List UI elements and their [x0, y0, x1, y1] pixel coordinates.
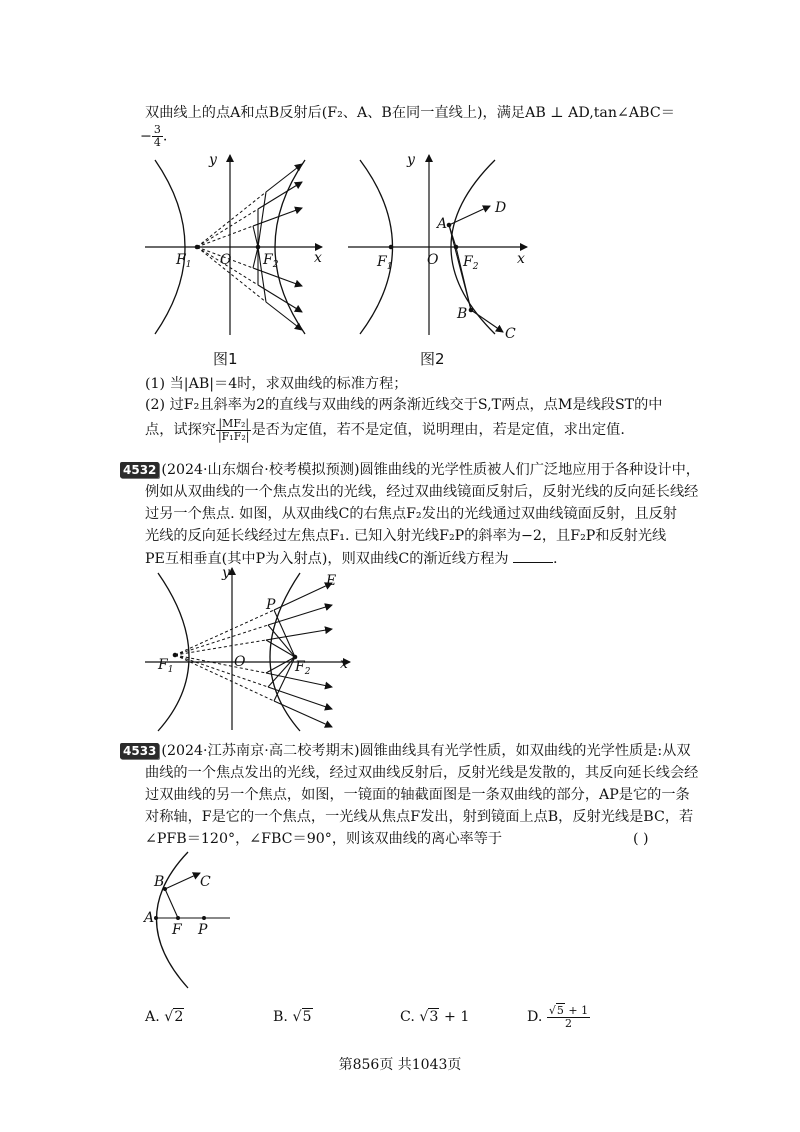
sqrt-sign: √3: [419, 1009, 439, 1025]
figure-2-caption: 图2: [420, 350, 445, 368]
sqrt-sign: √5: [548, 1003, 564, 1017]
intro-line-1: 双曲线上的点A和点B反射后(F₂、A、B在同一直线上)，满足AB ⊥ AD,tan∠ABC＝: [145, 105, 675, 121]
fig1-y-label: y: [209, 152, 217, 168]
problem-4533-line-5: ∠PFB＝120°，∠FBC＝90°，则该双曲线的离心率等于: [145, 831, 503, 847]
answer-blank: [513, 548, 553, 563]
fig3-e-label: E: [326, 573, 337, 589]
problem-number-badge: 4532: [120, 462, 159, 478]
sub-question-1: (1) 当|AB|＝4时，求双曲线的标准方程；: [145, 376, 408, 392]
fig2-origin-label: O: [427, 252, 439, 268]
problem-4532-line-3: 过另一个焦点. 如图，从双曲线C的右焦点F₂发出的光线通过双曲线镜面反射，且反射: [145, 506, 677, 522]
figure-4-mirror-diagram: [140, 850, 250, 990]
sub-question-2-line-1: (2) 过F₂且斜率为2的直线与双曲线的两条渐近线交于S,T两点，点M是线段ST的中: [145, 397, 663, 413]
fig4-f-label: F: [172, 922, 182, 938]
problem-number-badge: 4533: [120, 743, 159, 759]
problem-4533-line-1: 4533 (2024·江苏南京·高二校考期末)圆锥曲线具有光学性质，如双曲线的光学性质是:从双: [120, 741, 691, 761]
option-d-fraction: $\frac{√5 + 1}{2}$: [548, 1003, 589, 1030]
figure-2-hyperbola-diagram: [345, 150, 545, 340]
problem-4532-line-1: 4532 (2024·山东烟台·校考模拟预测)圆锥曲线的光学性质被人们广泛地应用于各种设计中，: [120, 460, 700, 480]
fig4-a-label: A: [144, 910, 155, 926]
fig4-c-label: C: [200, 874, 211, 890]
fig2-d-label: D: [495, 200, 507, 216]
fig1-origin-label: O: [220, 252, 232, 268]
fig2-x-label: x: [517, 251, 525, 267]
fig2-a-label: A: [437, 216, 448, 232]
fig3-f2-label: $F_2$: [295, 659, 311, 677]
option-a[interactable]: A. √2: [145, 1002, 184, 1032]
option-d[interactable]: D. $\frac{√5 + 1}{2}$: [527, 1003, 589, 1030]
fig4-p-label: P: [198, 922, 208, 938]
fig3-origin-label: O: [234, 654, 246, 670]
problem-4532-line-5: PE互相垂直(其中P为入射点)，则双曲线C的渐近线方程为 .: [145, 548, 558, 569]
sub-question-2-line-2: 点，试探究 $\frac{\text{|MF₂|}}{\text{|F₁F₂|}}$ 是否为定值，若不是定值，说明理由，若是定值，求出定值.: [145, 416, 625, 443]
problem-4532-line-4: 光线的反向延长线经过左焦点F₁. 已知入射光线F₂P的斜率为−2，且F₂P和反射光线: [145, 528, 667, 544]
fig2-y-label: y: [407, 152, 415, 168]
fig3-f1-label: $F_1$: [158, 657, 174, 675]
intro-tan-value: − $\frac{3}{4}$ .: [140, 123, 168, 149]
problem-4533-line-3: 过双曲线的另一个焦点，如图，一镜面的轴截面图是一条双曲线的部分，AP是它的一条: [145, 787, 690, 803]
tan-sign: −: [140, 128, 152, 145]
fig1-x-label: x: [314, 250, 322, 266]
fig3-y-label: y: [222, 565, 230, 581]
tan-fraction: $\frac{3}{4}$: [153, 123, 161, 149]
sqrt-sign: √5: [292, 1009, 312, 1025]
fig1-f2-label: $F_2$: [263, 252, 279, 270]
option-c[interactable]: C. √3 + 1: [400, 1002, 469, 1032]
problem-4533-line-2: 曲线的一个焦点发出的光线，经过双曲线反射后，反射光线是发散的，其反向延长线会经: [145, 765, 699, 781]
fig3-p-label: P: [266, 597, 276, 613]
fig3-x-label: x: [340, 656, 348, 672]
figure-1-hyperbola-diagram: [140, 150, 340, 340]
page-footer: 第856页 共1043页: [338, 1057, 462, 1073]
ratio-fraction: $\frac{\text{|MF₂|}}{\text{|F₁F₂|}}$: [217, 416, 250, 443]
problem-4533-line-4: 对称轴，F是它的一个焦点，一光线从焦点F发出，射到镜面上点B，反射光线是BC，若: [145, 809, 694, 825]
figure-1-caption: 图1: [213, 350, 238, 368]
fig1-f1-label: $F_1$: [176, 252, 192, 270]
answer-parentheses: ( ): [633, 831, 649, 847]
fig2-f1-label: $F_1$: [377, 254, 393, 272]
fig2-f2-label: $F_2$: [463, 254, 479, 272]
fig2-c-label: C: [505, 326, 516, 340]
figure-3-hyperbola-reflection-diagram: [140, 565, 355, 735]
problem-4532-line-2: 例如从双曲线的一个焦点发出的光线，经过双曲线镜面反射后，反射光线的反向延长线经: [145, 484, 699, 500]
option-b[interactable]: B. √5: [273, 1002, 313, 1032]
fig2-b-label: B: [457, 306, 468, 322]
fig4-b-label: B: [154, 874, 165, 890]
sqrt-sign: √2: [164, 1009, 184, 1025]
